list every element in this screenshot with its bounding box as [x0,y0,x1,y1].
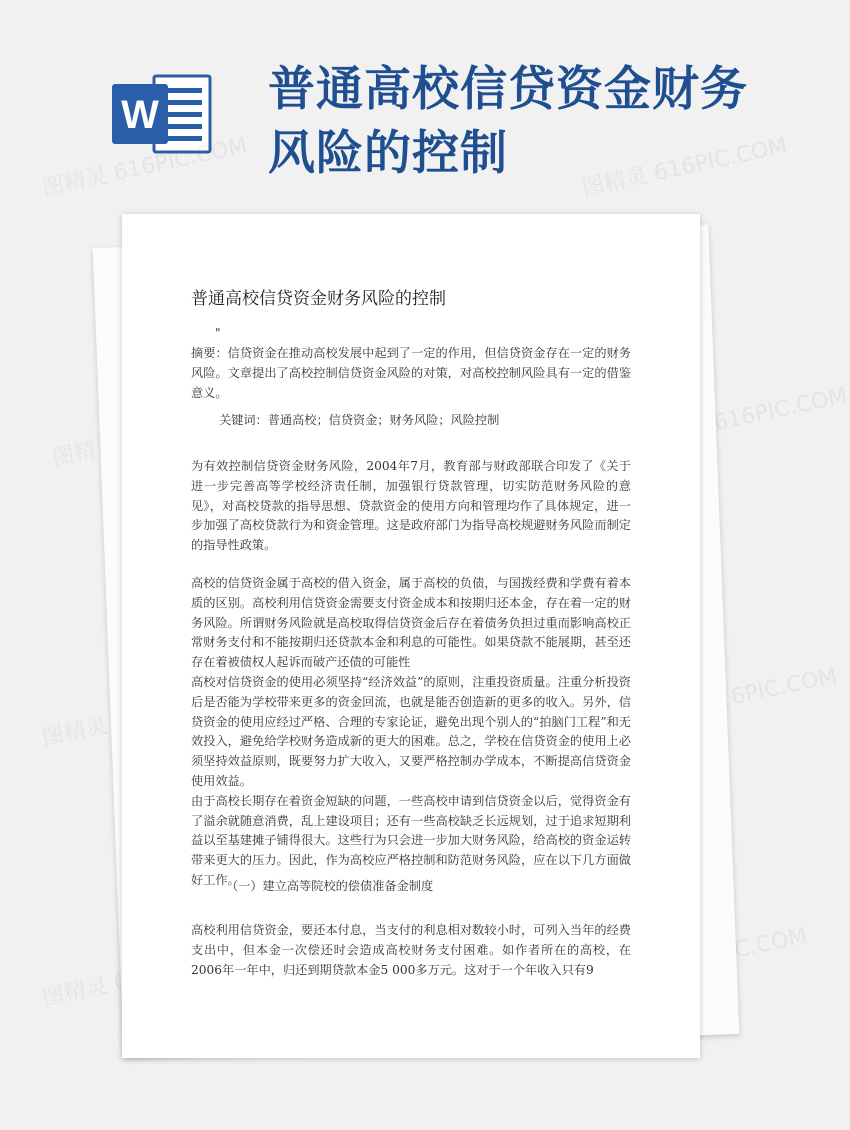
body-paragraph: 为有效控制信贷资金财务风险，2004年7月，教育部与财政部联合印发了《关于进一步完善高等学校经济责任制，加强银行贷款管理，切实防范财务风险的意见》，对高校贷款的指导思想、贷款资金的使用方向和管理均作了具体规定，进一步加强了高校贷款行为和资金管理。这是政府部门为指导高校规避财务风险而制定的指导性政策。 [191,459,631,553]
watermark: 图精灵 616PIC.COM [580,133,790,202]
watermark: 图精灵 [50,433,120,472]
section-heading: （一）建立高等院校的偿债准备金制度 [226,879,434,893]
document-title: 普通高校信贷资金财务风险的控制 [191,289,446,309]
watermark: 图精灵 616PIC.COM [630,663,840,732]
quote-mark: " [215,326,221,340]
watermark: 616PIC.COM [671,923,810,977]
body-paragraph-group [191,574,631,891]
watermark: 图精灵 [40,713,110,752]
body-paragraph: 高校对信贷资金的使用必须坚持“经济效益”的原则，注重投资质量。注重分析投资后是否能为学校带来更多的资金回流，也就是能否创造新的更多的收入。另外，信贷资金的使用应经过严格、合理的专家论证，避免出现个别人的“拍脑门工程”和无效投入，避免给学校财务造成新的更大的困难。总之，学校在信贷资金的使用上必须坚持效益原则，既要努力扩大收入，又要严格控制办学成本，不断提高信贷资金使用效益。 [191,674,631,788]
body-paragraph: 由于高校长期存在着资金短缺的问题，一些高校申请到信贷资金以后，觉得资金有了溢余就随意消费，乱上建设项目；还有一些高校缺乏长远规划，过于追求短期利益以至基建摊子铺得很大。这些行为只会进一步加大财务风险，给高校的资金运转带来更大的压力。因此，作为高校应严格控制和防范财务风险，应在以下几方面做好工作。 [191,793,631,887]
body-paragraph: 高校的信贷资金属于高校的借入资金，属于高校的负债，与国拨经费和学费有着本质的区别。高校利用信贷资金需要支付资金成本和按期归还本金，存在着一定的财务风险。所谓财务风险就是高校取得信贷资金后存在着债务负担过重而影响高校正常财务支付和不能按期归还贷款本金和利息的可能性。如果贷款不能展期，甚至还存在着被债权人起诉而破产还债的可能性 [191,576,631,670]
abstract-paragraph: 摘要：信贷资金在推动高校发展中起到了一定的作用，但信贷资金存在一定的财务风险。文章提出了高校控制信贷资金风险的对策，对高校控制风险具有一定的借鉴意义。 [191,346,631,400]
document-page [122,214,700,1058]
word-icon-letter: W [121,93,159,137]
word-document-icon [110,70,214,158]
watermark: 图精灵 616PIC.COM [640,383,850,452]
watermark: 图精灵 [40,973,110,1012]
watermark: 图精灵 616PIC.COM [40,133,250,202]
keywords-line: 关键词：普通高校；信贷资金；财务风险；风险控制 [219,413,500,427]
body-paragraph: 高校利用信贷资金，要还本付息，当支付的利息相对数较小时，可列入当年的经费支出中，但本金一次偿还时会造成高校财务支付困难。如作者所在的高校，在2006年一年中，归还到期贷款本金5 000多万元。这对于一个年收入只有9 [191,923,631,977]
page-title: 普通高校信贷资金财务风险的控制 [268,62,748,181]
